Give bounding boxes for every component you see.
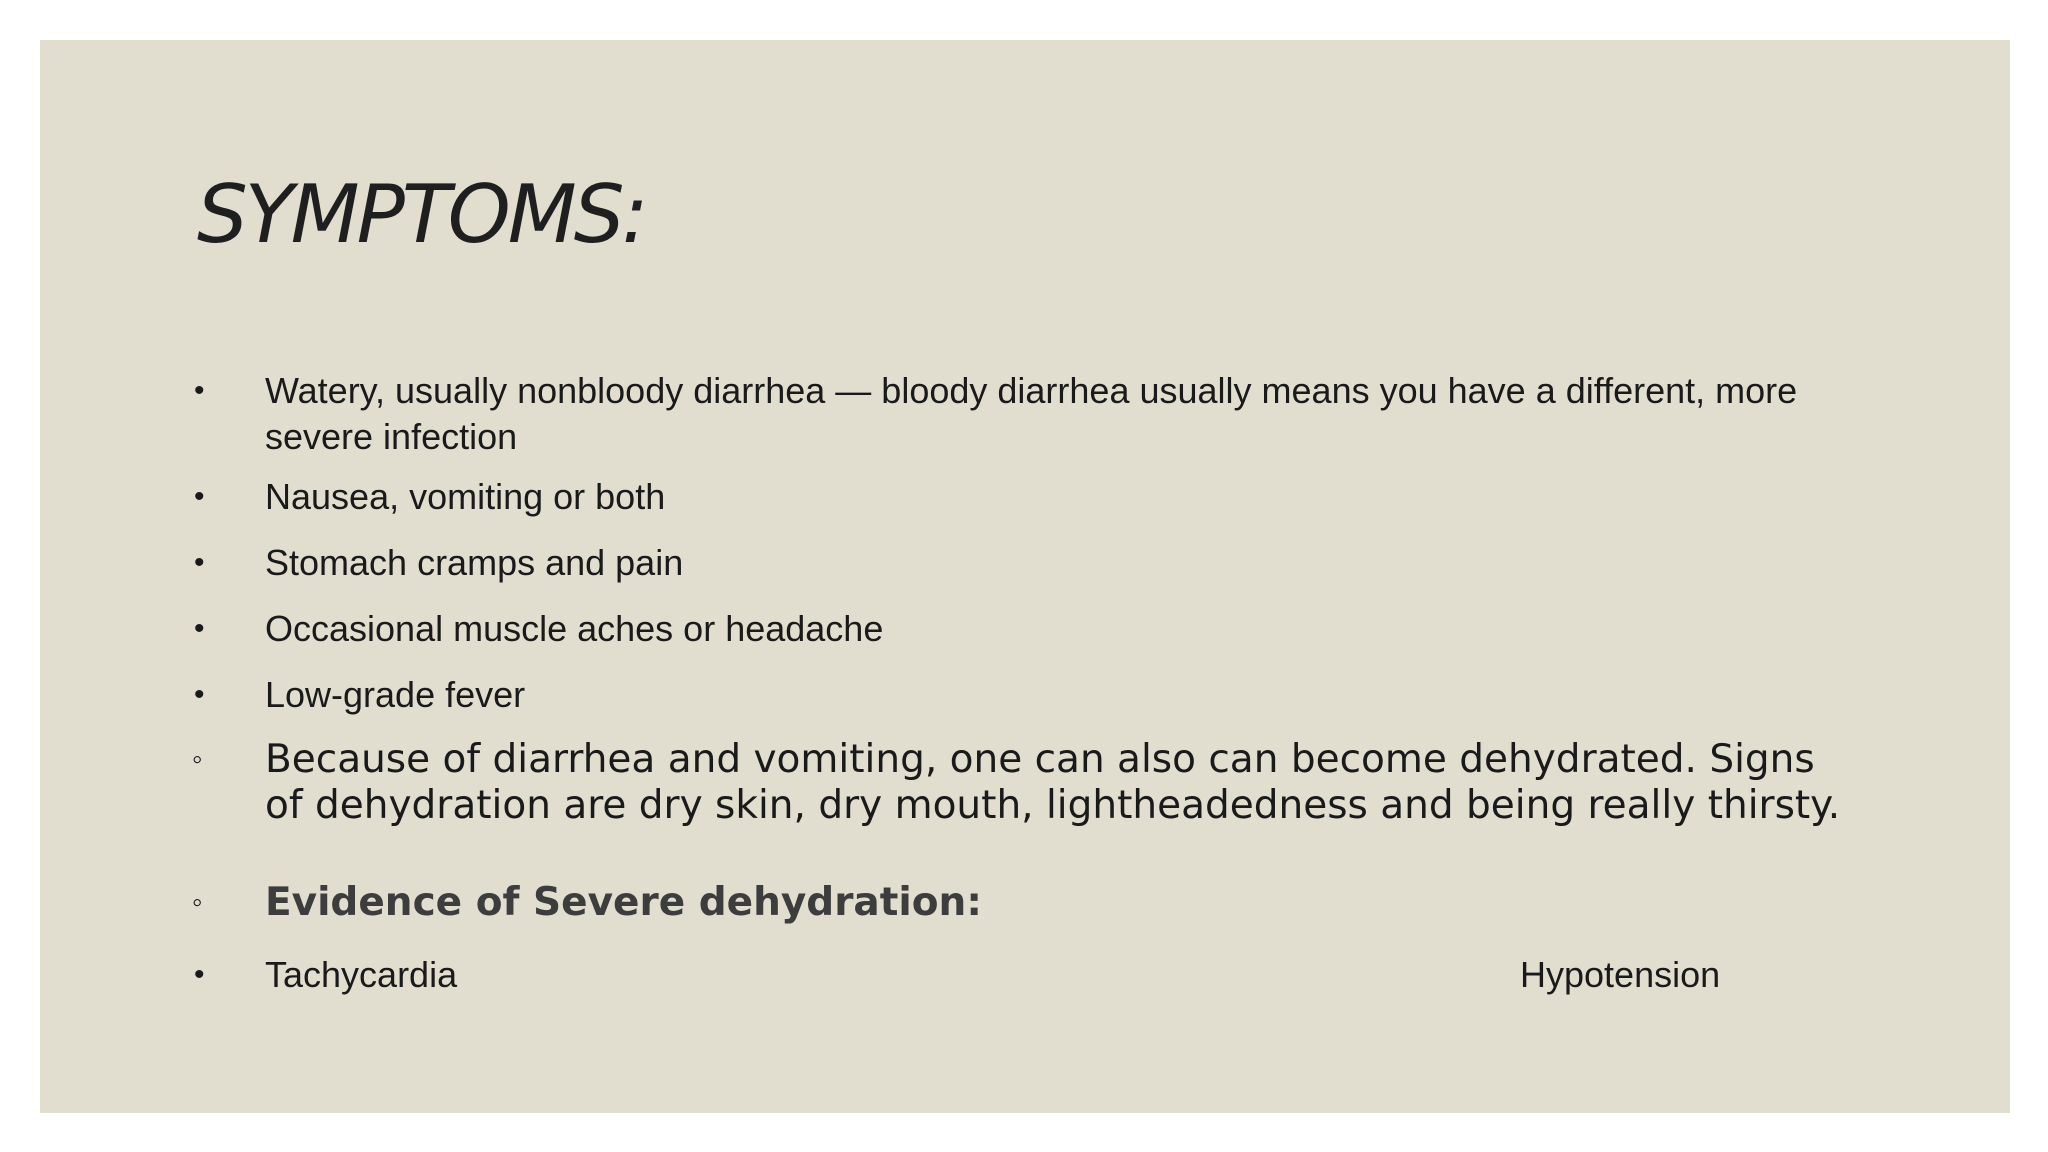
bullet-text: Occasional muscle aches or headache [265,608,884,649]
bullet-marker: • [194,612,205,645]
bullet-text: Watery, usually nonbloody diarrhea — bloody diarrhea usually means you have a different, more severe infection [265,370,1798,457]
bullet-text: Low-grade fever [265,674,526,715]
bullet-text: Nausea, vomiting or both [265,476,666,517]
slide-title: SYMPTOMS: [197,168,646,261]
bullet-marker-ring: ◦ [192,886,203,919]
bullet-marker: • [194,374,205,407]
bullet-text: Because of diarrhea and vomiting, one can also can become dehydrated. Signs of dehydration are dry skin, dry mouth, lightheadedness and being really thirsty. [265,737,1841,828]
bullet-marker: • [194,480,205,513]
bullet-text: Stomach cramps and pain [265,542,684,583]
bullet-marker: • [194,546,205,579]
bullet-marker-ring: ◦ [192,743,203,776]
bullet-marker: • [194,958,205,991]
bullet-marker: • [194,678,205,711]
bullet-text-hypotension: Hypotension [1520,954,1721,995]
bullet-text: Evidence of Severe dehydration: [265,880,982,925]
bullet-text: Tachycardia [265,954,458,995]
slide [40,40,2010,1113]
